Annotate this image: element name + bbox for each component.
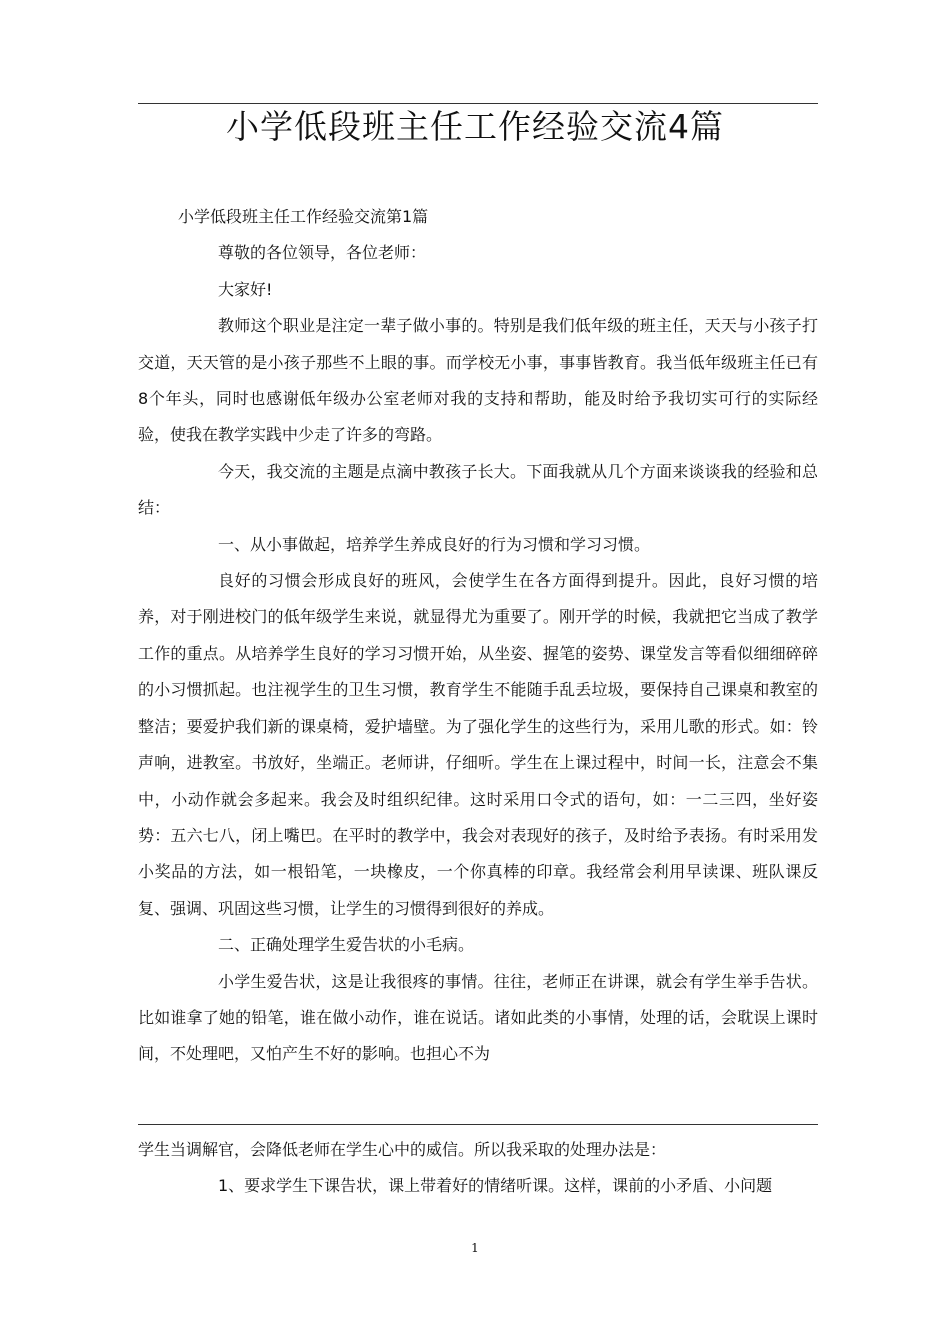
list-item: 1、要求学生下课告状，课上带着好的情绪听课。这样，课前的小矛盾、小问题 <box>218 1176 773 1196</box>
paragraph: 小学生爱告状，这是让我很疼的事情。往往，老师正在讲课，就会有学生举手告状。比如谁拿了她的铅笔，谁在做小动作，谁在说话。诸如此类的小事情，处理的话，会耽误上课时间，不处理吧，又怕产生不好的影响。也担心不为 <box>138 971 818 1064</box>
greeting: 大家好! <box>218 279 273 299</box>
subheading: 二、正确处理学生爱告状的小毛病。 <box>218 935 475 955</box>
body-text <box>138 199 818 1073</box>
page-break-rule <box>138 1124 818 1125</box>
page-number: 1 <box>471 1241 479 1255</box>
paragraph-continuation: 学生当调解官，会降低老师在学生心中的威信。所以我采取的处理办法是： <box>138 1140 667 1159</box>
document-title: 小学低段班主任工作经验交流4篇 <box>226 107 724 146</box>
paragraph: 教师这个职业是注定一辈子做小事的。特别是我们低年级的班主任，天天与小孩子打交道，天天管的是小孩子那些不上眼的事。而学校无小事，事事皆教育。我当低年级班主任已有8个年头，同时也感谢低年级办公室老师对我的支持和帮助，能及时给予我切实可行的实际经验，使我在教学实践中少走了许多的弯路。 <box>138 316 818 445</box>
paragraph: 良好的习惯会形成良好的班风，会使学生在各方面得到提升。因此，良好习惯的培养，对于刚进校门的低年级学生来说，就显得尤为重要了。刚开学的时候，我就把它当成了教学工作的重点。从培养学生良好的学习习惯开始，从坐姿、握笔的姿势、课堂发言等看似细细碎碎的小习惯抓起。也注视学生的卫生习惯，教育学生不能随手乱丢垃圾，要保持自己课桌和教室的整洁；要爱护我们新的课桌椅，爱护墙壁。为了强化学生的这些行为，采用儿歌的形式。如：铃声响，进教室。书放好，坐端正。老师讲，仔细听。学生在上课过程中，时间一长，注意会不集中，小动作就会多起来。我会及时组织纪律。这时采用口令式的语句，如：一二三四，坐好姿势：五六七八，闭上嘴巴。在平时的教学中，我会对表现好的孩子，及时给予表扬。有时采用发小奖品的方法，如一根铅笔，一块橡皮，一个你真棒的印章。我经常会利用早读课、班队课反复、强调、巩固这些习惯，让学生的习惯得到很好的养成。 <box>138 571 818 918</box>
paragraph: 今天，我交流的主题是点滴中教孩子长大。下面我就从几个方面来谈谈我的经验和总结： <box>138 461 818 518</box>
subheading: 一、从小事做起，培养学生养成良好的行为习惯和学习习惯。 <box>218 534 651 554</box>
section-heading: 小学低段班主任工作经验交流第1篇 <box>178 207 429 226</box>
salutation: 尊敬的各位领导，各位老师： <box>218 243 427 263</box>
continued-text <box>138 1132 818 1205</box>
